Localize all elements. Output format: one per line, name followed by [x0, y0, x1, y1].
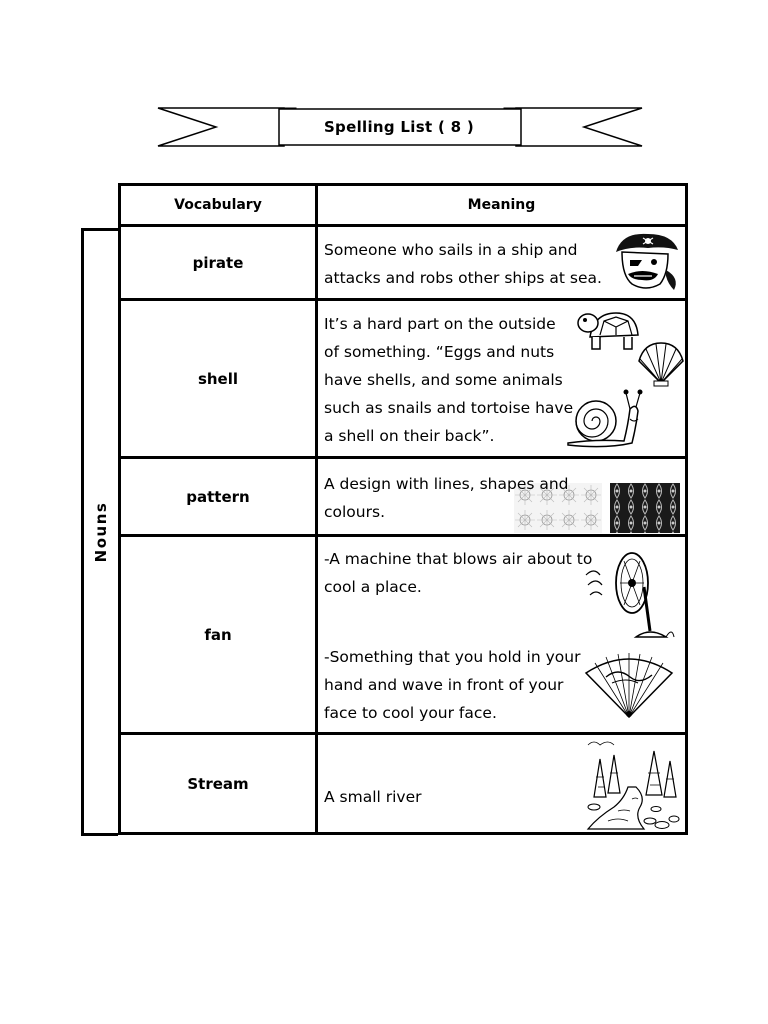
table-header-row — [120, 185, 687, 226]
meaning-line: A design with lines, shapes and — [324, 475, 569, 493]
meaning-line: have shells, and some animals — [324, 371, 563, 389]
part-of-speech-label: Nouns — [92, 501, 110, 563]
table-row — [120, 536, 687, 734]
meaning-line: face to cool your face. — [324, 704, 497, 722]
meaning-line: a shell on their back”. — [324, 427, 495, 445]
meaning-header: Meaning — [317, 185, 687, 226]
meaning-cell — [317, 734, 687, 834]
word-cell: fan — [120, 536, 317, 734]
vocabulary-table — [118, 183, 688, 835]
meaning-line: cool a place. — [324, 578, 422, 596]
meaning-line: -A machine that blows air about to — [324, 550, 593, 568]
meaning-cell — [317, 458, 687, 536]
word-cell: pattern — [120, 458, 317, 536]
meaning-line: A small river — [324, 788, 422, 806]
table-row — [120, 226, 687, 300]
meaning-line: colours. — [324, 503, 385, 521]
table-row — [120, 300, 687, 458]
table-row — [120, 734, 687, 834]
meaning-line: of something. “Eggs and nuts — [324, 343, 555, 361]
meaning-cell — [317, 300, 687, 458]
meaning-line: It’s a hard part on the outside — [324, 315, 556, 333]
table-row — [120, 458, 687, 536]
meaning-line: attacks and robs other ships at sea. — [324, 269, 602, 287]
word-cell: shell — [120, 300, 317, 458]
part-of-speech-column — [81, 228, 118, 836]
meaning-line: such as snails and tortoise have — [324, 399, 574, 417]
word-cell: pirate — [120, 226, 317, 300]
word-cell: Stream — [120, 734, 317, 834]
page-title: Spelling List ( 8 ) — [323, 118, 475, 136]
meaning-cell — [317, 536, 687, 734]
meaning-line: Someone who sails in a ship and — [324, 241, 578, 259]
meaning-line: hand and wave in front of your — [324, 676, 564, 694]
meaning-line: -Something that you hold in your — [324, 648, 581, 666]
vocabulary-header: Vocabulary — [120, 185, 317, 226]
meaning-cell — [317, 226, 687, 300]
